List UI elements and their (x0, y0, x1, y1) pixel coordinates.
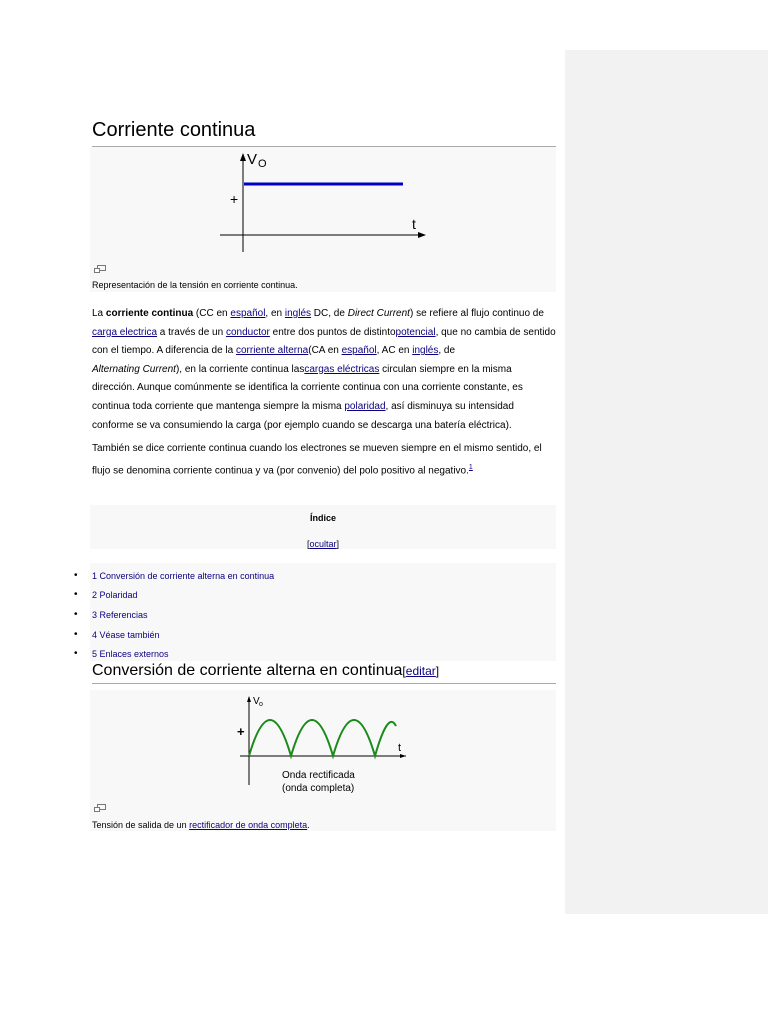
figure-dc-voltage (90, 147, 556, 292)
x-axis-label: t (398, 742, 402, 754)
bracket: [ (306, 539, 310, 549)
y-axis-label: V (253, 696, 260, 707)
comments-pane (565, 50, 768, 914)
toc-title: Índice (309, 513, 336, 523)
text-run: , AC en (376, 345, 413, 357)
edit-section (402, 664, 439, 678)
link-rectificador[interactable]: rectificador de onda completa (189, 820, 308, 830)
bullet: • (74, 570, 78, 581)
link-espanol-2[interactable]: español (341, 345, 377, 357)
bullet: • (74, 629, 78, 640)
text-run: ), en la corriente continua las (175, 363, 305, 375)
toc-item-label: 3 Referencias (92, 610, 148, 620)
rectified-wave (249, 720, 396, 756)
y-axis-label: V (247, 151, 258, 168)
page-title: Corriente continua (92, 119, 256, 141)
x-axis-label: t (412, 216, 416, 232)
text-run: (CC en (193, 308, 231, 319)
plus-sign: + (230, 191, 239, 207)
text-run: , que no cambia de sentido con el tiempo. A diferencia de la (92, 326, 556, 357)
magnify-icon[interactable] (94, 265, 106, 273)
link-polaridad[interactable]: polaridad (344, 400, 386, 412)
text-run: , en (265, 308, 285, 319)
toc-item-label: 1 Conversión de corriente alterna en continua (92, 571, 275, 581)
toc-toggle (90, 539, 556, 549)
bracket: ] (435, 664, 440, 678)
text-run: También se dice corriente continua cuando los electrones se mueven siempre en el mismo sentido, el flujo se denomina corriente continua y va (por convenio) del polo positivo al negativo. (92, 443, 542, 476)
toc-item[interactable] (74, 629, 160, 640)
figure-caption (92, 820, 310, 830)
link-potencial[interactable]: potencial (395, 326, 436, 338)
dc-voltage-graph (90, 147, 556, 292)
text-run: , así disminuya su intensidad conforme se va consumiendo la carga (por ejemplo cuando se descarga una batería eléctrica). (92, 400, 514, 431)
figure-rectified-wave (90, 690, 556, 831)
link-cargas-electricas[interactable]: cargas eléctricas (304, 363, 380, 375)
text-run: . (307, 820, 310, 830)
edit-link[interactable]: editar (405, 664, 436, 678)
link-espanol[interactable]: español (230, 308, 266, 319)
rectified-wave-graph (90, 690, 556, 831)
term-italic: Alternating Current (92, 363, 176, 375)
toc-item[interactable] (74, 609, 148, 620)
y-axis-subscript: O (258, 158, 267, 170)
link-ingles[interactable]: inglés (284, 308, 312, 319)
text-run: La (92, 308, 106, 319)
link-carga-electrica[interactable]: carga electrica (92, 326, 158, 338)
link-conductor[interactable]: conductor (225, 326, 270, 338)
bracket: [ (402, 664, 406, 678)
toc-hide-link[interactable]: ocultar (309, 539, 337, 549)
reference-link[interactable]: 1 (468, 463, 473, 471)
toc-item[interactable] (74, 570, 275, 581)
intro-paragraph (92, 305, 556, 435)
y-axis-arrow (240, 153, 246, 161)
text-run: (CA en (308, 345, 342, 357)
link-ingles-2[interactable]: inglés (412, 345, 439, 357)
y-axis-subscript: o (259, 701, 263, 708)
bullet: • (74, 609, 78, 620)
x-axis-arrow (418, 232, 426, 238)
intro-paragraph-2 (92, 440, 556, 481)
toc-item[interactable] (74, 648, 169, 659)
link-corriente-alterna[interactable]: corriente alterna (235, 345, 309, 357)
text-run: circulan siempre en la misma dirección. Aunque comúnmente se identifica la corriente continua con una corriente constante, es continua toda corriente que mantenga siempre la misma (92, 363, 523, 412)
wave-label-line1: Onda rectificada (282, 770, 355, 781)
text-run: entre dos puntos de distinto (269, 326, 396, 338)
text-run: Tensión de salida de un (92, 820, 190, 830)
y-axis-arrow (247, 696, 251, 702)
x-axis-arrow (400, 754, 406, 758)
toc-item-label: 4 Véase también (92, 630, 160, 640)
figure-caption: Representación de la tensión en corriente continua. (92, 280, 298, 290)
text-run: , de (438, 345, 456, 357)
toc-item[interactable] (74, 589, 138, 600)
section-heading (92, 662, 439, 680)
term-bold: corriente continua (105, 308, 194, 319)
toc-item-label: 2 Polaridad (92, 590, 138, 600)
term-italic: Direct Current (347, 308, 410, 319)
text-run: a través de un (157, 326, 226, 338)
bullet: • (74, 648, 78, 659)
section-heading-text: Conversión de corriente alterna en continua (92, 662, 403, 679)
plus-sign: + (237, 724, 245, 739)
text-run: ) se refiere al flujo continuo de (409, 308, 544, 319)
bracket: ] (336, 539, 340, 549)
magnify-icon[interactable] (94, 804, 106, 812)
bullet: • (74, 589, 78, 600)
toc-list (74, 563, 556, 661)
wave-label-line2: (onda completa) (282, 783, 355, 794)
text-run: DC, de (311, 308, 348, 319)
toc-item-label: 5 Enlaces externos (92, 649, 169, 659)
section-divider (92, 683, 556, 684)
toc-header (90, 505, 556, 549)
